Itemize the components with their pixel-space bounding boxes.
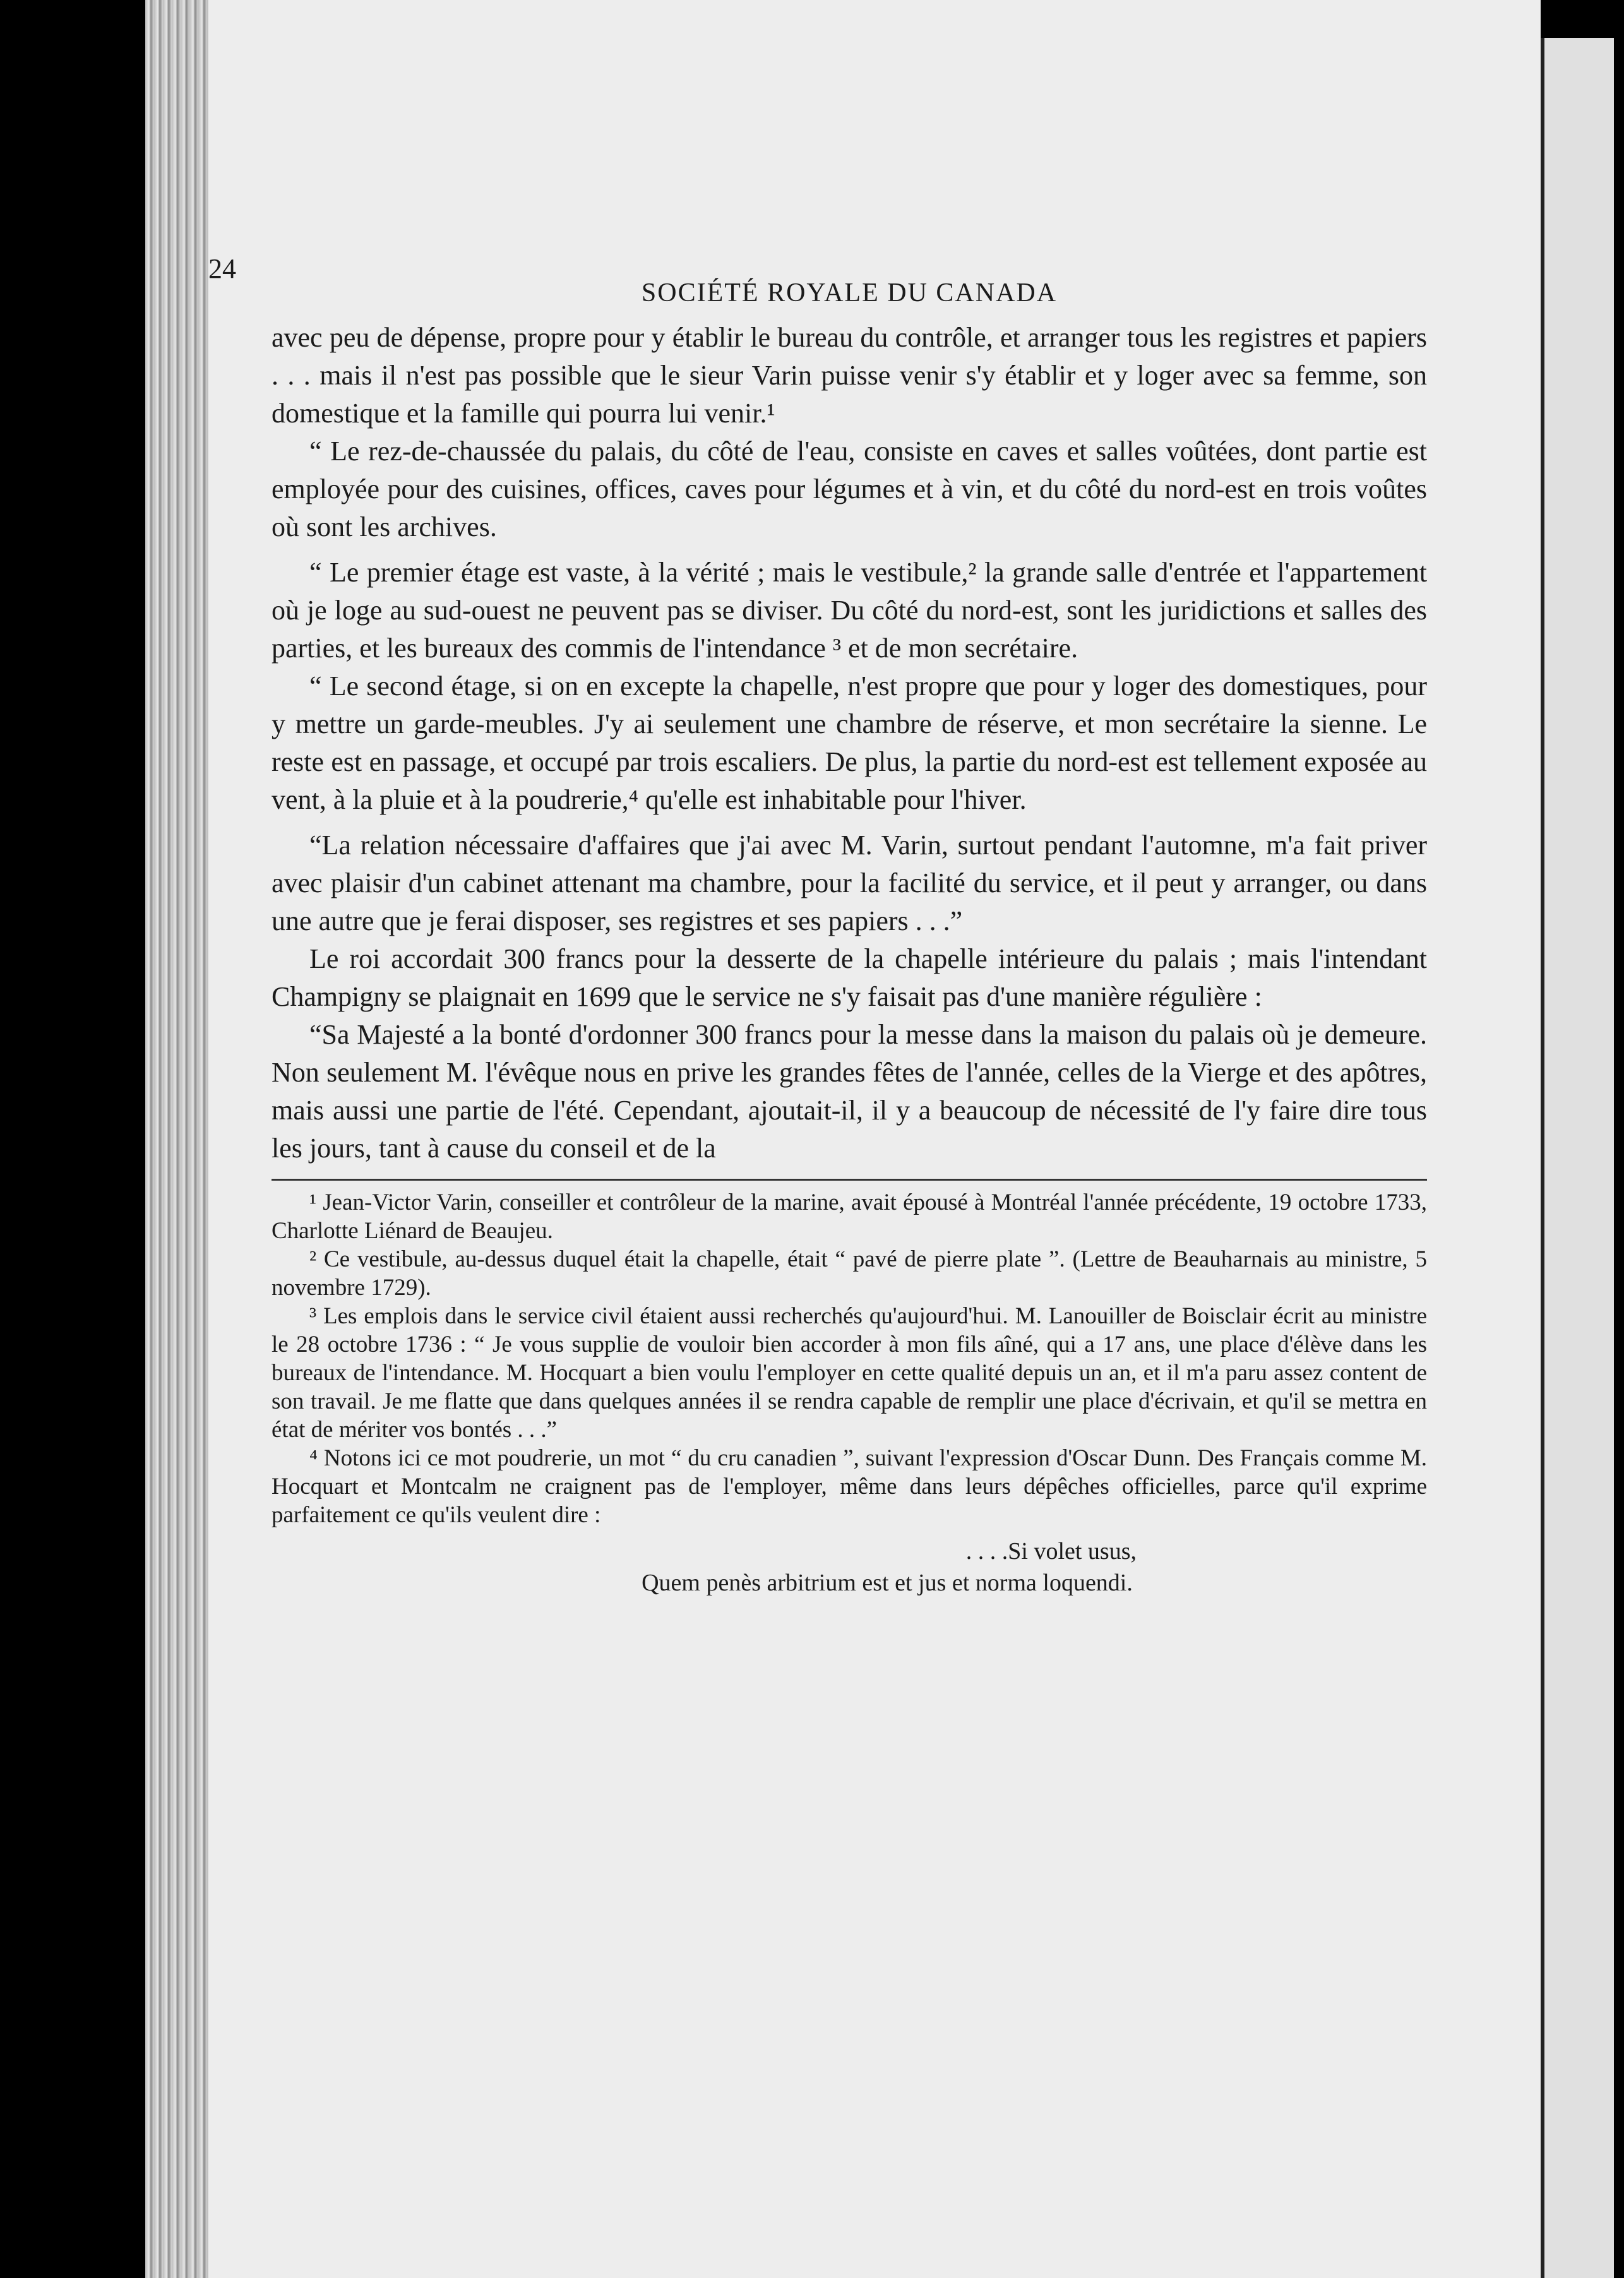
paragraph: “Sa Majesté a la bonté d'ordonner 300 francs pour la messe dans la maison du palais où je demeure. Non seulement M. l'évêque nous en prive les grandes fêtes de l'année, celles de la Vierge et des apôtres, mais aussi une partie de l'été. Cependant, ajoutait-il, il y a beaucoup de nécessité de l'y faire dire tous les jours, tant à cause du conseil et de la bbox=[272, 1019, 1427, 1164]
facing-page-edge bbox=[1541, 38, 1614, 2278]
footnote: ³ Les emplois dans le service civil étaient aussi recherchés qu'aujourd'hui. M. Lanouiller de Boisclair écrit au ministre le 28 octobre 1736 : “ Je vous supplie de vouloir bien accorder à mon fils aîné, qui a 17 ans, une place d'élève dans les bureaux de l'intendance. M. Hocquart a bien voulu l'employer en cette qualité depuis un an, et il m'a paru assez content de son travail. Je me flatte que dans quelques années il se rendra capable de remplir une place d'écrivain, et qu'il se mettra en état de mériter vos bontés . . .” bbox=[272, 1303, 1427, 1443]
paragraph: Le roi accordait 300 francs pour la desserte de la chapelle intérieure du palais ; mais l'intendant Champigny se plaignait en 1699 que le service ne s'y faisait pas d'une manière régulière : bbox=[272, 943, 1427, 1012]
footnotes bbox=[272, 1188, 1427, 1529]
paragraph: “ Le premier étage est vaste, à la vérité ; mais le vestibule,² la grande salle d'entrée et l'appartement où je loge au sud-ouest ne peuvent pas se diviser. Du côté du nord-est, sont les juridictions et salles des parties, et les bureaux des commis de l'intendance ³ et de mon secrétaire. bbox=[272, 557, 1427, 664]
running-title: SOCIÉTÉ ROYALE DU CANADA bbox=[641, 278, 1058, 307]
latin-quotation bbox=[272, 1536, 1427, 1599]
paragraph: “ Le second étage, si on en excepte la chapelle, n'est propre que pour y loger des domestiques, pour y mettre un garde-meubles. J'y ai seulement une chambre de réserve, et mon secrétaire la sienne. Le reste est en passage, et occupé par trois escaliers. De plus, la partie du nord-est est tellement exposée au vent, à la pluie et à la poudrerie,⁴ qu'elle est inhabitable pour l'hiver. bbox=[272, 671, 1427, 815]
paragraph: “La relation nécessaire d'affaires que j'ai avec M. Varin, surtout pendant l'automne, m'a fait priver avec plaisir d'un cabinet attenant ma chambre, pour la facilité du service, et il peut y arranger, ou dans une autre que je ferai disposer, ses registres et ses papiers . . .” bbox=[272, 830, 1427, 936]
footnote: ⁴ Notons ici ce mot poudrerie, un mot “ du cru canadien ”, suivant l'expression d'Oscar Dunn. Des Français comme M. Hocquart et Montcalm ne craignent pas de l'employer, même dans leurs dépêches officielles, parce qu'il exprime parfaitement ce qu'ils veulent dire : bbox=[272, 1445, 1427, 1528]
paragraph: avec peu de dépense, propre pour y établir le bureau du contrôle, et arranger tous les registres et papiers . . . mais il n'est pas possible que le sieur Varin puisse venir s'y établir et y loger avec sa femme, son domestique et la famille qui pourra lui venir.¹ bbox=[272, 322, 1427, 429]
page-header bbox=[272, 253, 1427, 319]
page-text bbox=[272, 253, 1427, 1599]
footnote: ¹ Jean-Victor Varin, conseiller et contrôleur de la marine, avait épousé à Montréal l'année précédente, 19 octobre 1733, Charlotte Liénard de Beaujeu. bbox=[272, 1190, 1427, 1244]
verse-line: Quem penès arbitrium est et jus et norma loquendi. bbox=[642, 1570, 1133, 1596]
footnote: ² Ce vestibule, au-dessus duquel était la chapelle, était “ pavé de pierre plate ”. (Lettre de Beauharnais au ministre, 5 novembre 1729). bbox=[272, 1246, 1427, 1301]
page-edges bbox=[145, 0, 208, 2278]
page-number: 24 bbox=[208, 253, 236, 284]
footnote-divider bbox=[272, 1179, 1427, 1181]
main-text bbox=[272, 319, 1427, 1167]
verse-line: . . . .Si volet usus, bbox=[965, 1538, 1137, 1565]
paragraph: “ Le rez-de-chaussée du palais, du côté de l'eau, consiste en caves et salles voûtées, dont partie est employée pour des cuisines, offices, caves pour légumes et à vin, et du côté du nord-est en trois voûtes où sont les archives. bbox=[272, 436, 1427, 542]
